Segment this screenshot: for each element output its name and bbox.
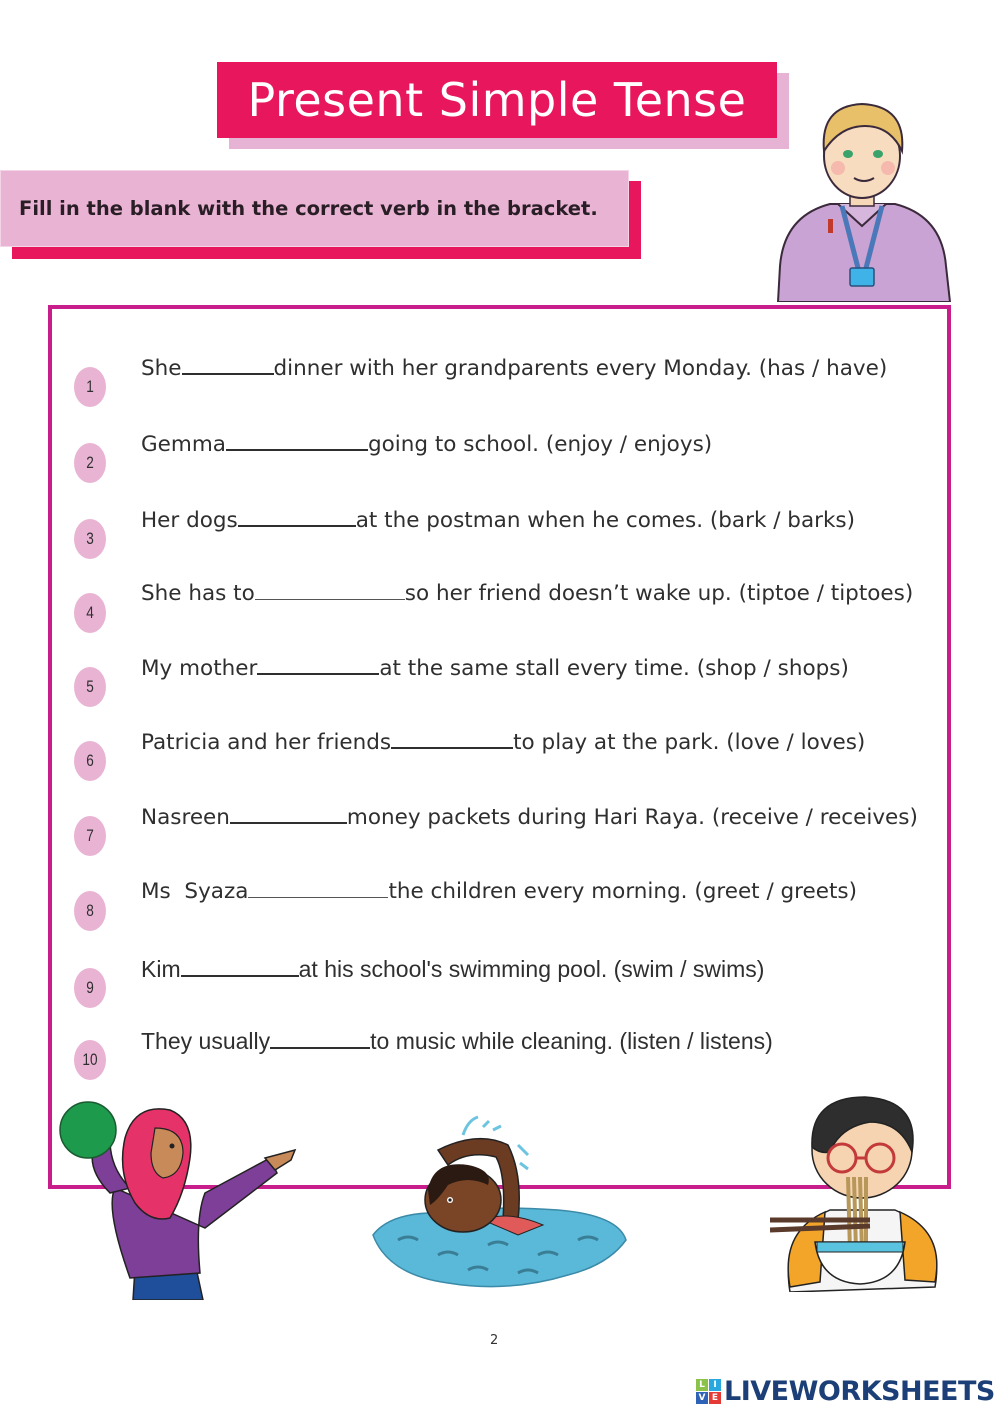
question-row-6 — [70, 730, 950, 781]
teacher-illustration — [770, 96, 955, 302]
answer-blank[interactable] — [182, 355, 274, 375]
question-row-7 — [70, 805, 950, 856]
question-text: Nasreen money packets during Hari Raya. (receive / receives) — [141, 805, 918, 830]
question-text: My mother at the same stall every time. (shop / shops) — [141, 656, 849, 681]
question-number: 9 — [74, 968, 106, 1008]
question-row-9 — [70, 956, 950, 1008]
answer-blank[interactable] — [255, 581, 405, 600]
question-row-5 — [70, 656, 950, 707]
boy-swimming-illustration — [368, 1115, 630, 1295]
question-number: 6 — [74, 741, 106, 781]
question-row-10 — [70, 1028, 950, 1080]
question-row-3 — [70, 508, 950, 559]
question-text: Gemma going to school. (enjoy / enjoys) — [141, 432, 713, 457]
girl-with-ball-illustration — [55, 1098, 300, 1300]
page-title: Present Simple Tense — [217, 62, 777, 138]
answer-blank[interactable] — [257, 655, 379, 675]
question-text: She has to so her friend doesn’t wake up. (tiptoe / tiptoes) — [141, 581, 914, 606]
answer-blank[interactable] — [270, 1029, 370, 1049]
question-number: 4 — [74, 593, 106, 633]
live-logo-icon: L I V E — [696, 1379, 721, 1404]
question-number: 5 — [74, 667, 106, 707]
question-text: Ms Syaza the children every morning. (greet / greets) — [141, 879, 858, 904]
question-number: 2 — [74, 443, 106, 483]
boy-eating-noodles-illustration — [770, 1092, 950, 1292]
answer-blank[interactable] — [238, 507, 356, 527]
liveworksheets-logo[interactable] — [696, 1376, 995, 1407]
question-number: 3 — [74, 519, 106, 559]
question-row-1 — [70, 356, 950, 407]
question-number: 8 — [74, 891, 106, 931]
question-number: 1 — [74, 367, 106, 407]
question-text: Her dogs at the postman when he comes. (bark / barks) — [141, 508, 856, 533]
question-number: 10 — [74, 1040, 106, 1080]
answer-blank[interactable] — [230, 804, 347, 824]
question-text: Patricia and her friends to play at the park. (love / loves) — [141, 730, 866, 755]
brand-name: LIVEWORKSHEETS — [724, 1376, 995, 1407]
question-row-8 — [70, 879, 950, 931]
answer-blank[interactable] — [248, 879, 388, 898]
question-number: 7 — [74, 816, 106, 856]
answer-blank[interactable] — [226, 431, 368, 451]
page-number: 2 — [490, 1333, 499, 1348]
instruction-banner: Fill in the blank with the correct verb in the bracket. — [0, 170, 629, 247]
question-text: They usually to music while cleaning. (listen / listens) — [141, 1028, 773, 1054]
answer-blank[interactable] — [181, 957, 299, 977]
answer-blank[interactable] — [391, 729, 513, 749]
question-row-2 — [70, 432, 950, 483]
question-text: She dinner with her grandparents every Monday. (has / have) — [141, 356, 888, 381]
question-row-4 — [70, 581, 950, 633]
question-text: Kim at his school's swimming pool. (swim / swims) — [141, 956, 765, 982]
